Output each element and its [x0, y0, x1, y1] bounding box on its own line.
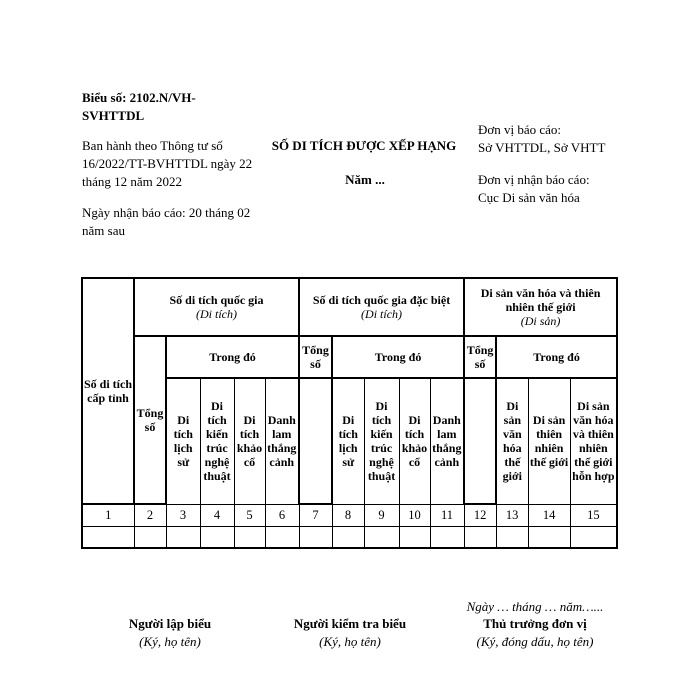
col-number: 8: [332, 504, 364, 526]
col-number: 3: [166, 504, 200, 526]
special-total-blank: [299, 378, 332, 504]
checker-title: Người kiểm tra biểu: [293, 616, 407, 631]
special-total: Tổng số: [299, 336, 332, 378]
reporting-unit: [478, 121, 678, 157]
col-number: 11: [430, 504, 464, 526]
data-cell[interactable]: [570, 526, 617, 548]
report-title: SỐ DI TÍCH ĐƯỢC XẾP HẠNG: [271, 138, 457, 153]
head-note: (Ký, đóng dấu, họ tên): [476, 634, 594, 649]
signature-preparer: [100, 615, 240, 651]
special-archaeology: Di tích khảo cổ: [399, 378, 430, 504]
col-number: 10: [399, 504, 430, 526]
col-number: 4: [200, 504, 234, 526]
national-of-which: Trong đó: [166, 336, 299, 378]
header-provincial: [82, 278, 134, 504]
special-architecture: Di tích kiến trúc nghệ thuật: [364, 378, 399, 504]
data-row: [82, 526, 617, 548]
data-cell[interactable]: [299, 526, 332, 548]
col-number: 2: [134, 504, 166, 526]
data-cell[interactable]: [399, 526, 430, 548]
issued-by-text: Ban hành theo Thông tư số 16/2022/TT-BVHTTDL ngày 22 tháng 12 năm 2022: [82, 138, 253, 189]
receiving-unit: [478, 171, 678, 207]
data-cell[interactable]: [134, 526, 166, 548]
world-total-blank: [464, 378, 496, 504]
group-world-title: Di sản văn hóa và thiên nhiên thế giới: [480, 286, 601, 314]
data-cell[interactable]: [332, 526, 364, 548]
receiving-unit-value: Cục Di sản văn hóa: [478, 190, 580, 205]
data-cell[interactable]: [166, 526, 200, 548]
header-group-world: [464, 278, 617, 336]
data-cell[interactable]: [234, 526, 265, 548]
world-of-which: Trong đó: [496, 336, 617, 378]
form-code: Biểu số: 2102.N/VH-SVHTTDL: [82, 90, 196, 123]
date-line: Ngày … tháng … năm…...: [466, 599, 604, 614]
reporting-unit-label: Đơn vị báo cáo:: [478, 122, 562, 137]
national-total: Tổng số: [134, 336, 166, 504]
national-history: Di tích lịch sử: [166, 378, 200, 504]
col-number: 9: [364, 504, 399, 526]
world-natural: Di sản thiên nhiên thế giới: [528, 378, 570, 504]
national-landscape: Danh lam thắng cảnh: [265, 378, 299, 504]
col-number: 1: [82, 504, 134, 526]
header-provincial-label: Số di tích cấp tỉnh: [83, 377, 132, 405]
special-history: Di tích lịch sử: [332, 378, 364, 504]
data-cell[interactable]: [464, 526, 496, 548]
national-architecture: Di tích kiến trúc nghệ thuật: [200, 378, 234, 504]
data-cell[interactable]: [82, 526, 134, 548]
col-number: 12: [464, 504, 496, 526]
receiving-unit-label: Đơn vị nhận báo cáo:: [478, 172, 590, 187]
group-special-title: Số di tích quốc gia đặc biệt: [312, 293, 451, 307]
signature-checker: [270, 615, 430, 651]
data-cell[interactable]: [528, 526, 570, 548]
world-cultural: Di sản văn hóa thế giới: [496, 378, 528, 504]
data-cell[interactable]: [200, 526, 234, 548]
col-number: 7: [299, 504, 332, 526]
group-special-unit: (Di tích): [361, 307, 403, 321]
data-cell[interactable]: [265, 526, 299, 548]
column-number-row: [82, 504, 617, 526]
col-number: 13: [496, 504, 528, 526]
data-cell[interactable]: [364, 526, 399, 548]
signature-head: [440, 615, 630, 651]
national-archaeology: Di tích khảo cổ: [234, 378, 265, 504]
col-number: 5: [234, 504, 265, 526]
data-cell[interactable]: [430, 526, 464, 548]
data-cell[interactable]: [496, 526, 528, 548]
group-national-unit: (Di tích): [196, 307, 237, 321]
header-group-special: [299, 278, 464, 336]
head-title: Thủ trưởng đơn vị: [483, 616, 587, 631]
special-of-which: Trong đó: [332, 336, 464, 378]
group-world-unit: (Di sản): [520, 314, 561, 328]
col-number: 15: [570, 504, 617, 526]
preparer-title: Người lập biểu: [128, 616, 212, 631]
receive-date-text: Ngày nhận báo cáo: 20 tháng 02 năm sau: [82, 205, 251, 238]
report-table: [81, 277, 618, 549]
report-year: Năm ...: [345, 172, 385, 187]
col-number: 14: [528, 504, 570, 526]
special-landscape: Danh lam thắng cảnh: [430, 378, 464, 504]
checker-note: (Ký, họ tên): [319, 634, 381, 649]
reporting-unit-value: Sở VHTTDL, Sở VHTT: [478, 140, 606, 155]
world-total: Tổng số: [464, 336, 496, 378]
preparer-note: (Ký, họ tên): [139, 634, 201, 649]
header-group-national: [134, 278, 299, 336]
col-number: 6: [265, 504, 299, 526]
world-mixed: Di sản văn hóa và thiên nhiên thế giới hỗn hợp: [570, 378, 617, 504]
group-national-title: Số di tích quốc gia: [169, 293, 264, 307]
